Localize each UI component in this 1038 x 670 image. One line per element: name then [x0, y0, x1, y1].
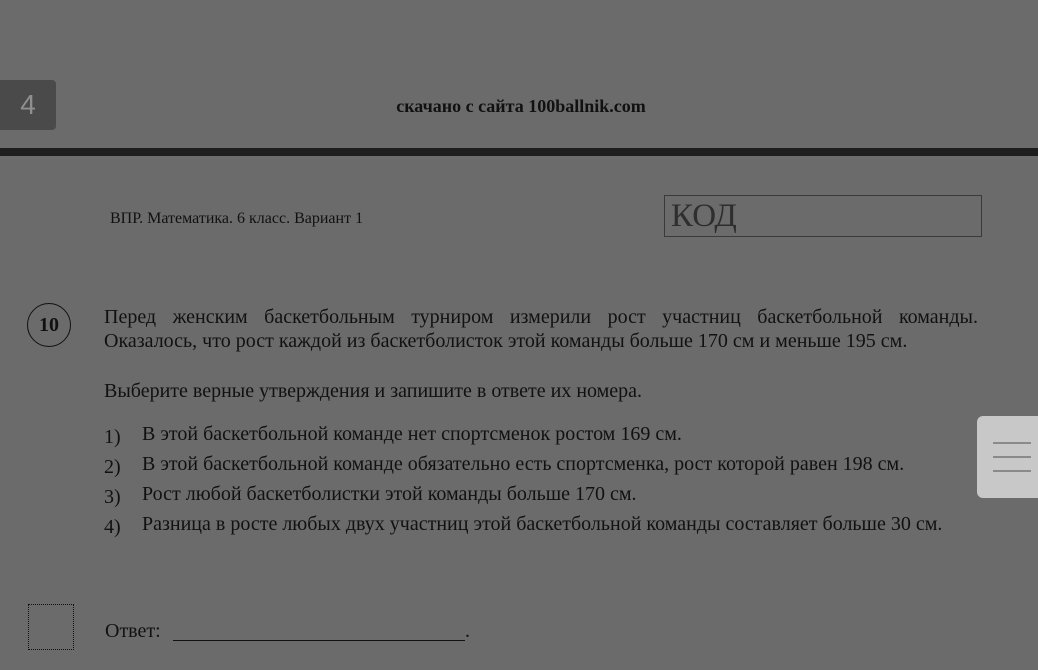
hamburger-menu-icon [993, 442, 1031, 444]
option-number: 4) [104, 516, 121, 538]
document-title: ВПР. Математика. 6 класс. Вариант 1 [110, 210, 364, 227]
option-item [104, 452, 954, 476]
option-number: 3) [104, 486, 121, 508]
option-number: 1) [104, 426, 121, 448]
task-instruction: Выберите верные утверждения и запишите в ответе их номера. [104, 380, 643, 402]
option-item [104, 422, 954, 446]
task-statement: Перед женским баскетбольным турниром измерили рост участниц баскетбольной команды. Оказалось, что рост каждой из баскетболисток этой команды больше 170 см и меньше 195 см. [104, 306, 978, 352]
option-item [104, 482, 954, 506]
answer-end-period: . [465, 620, 470, 642]
source-watermark: скачано с сайта 100ballnik.com [396, 96, 646, 116]
hamburger-menu-icon [993, 456, 1031, 458]
option-item [104, 512, 954, 536]
options-list [104, 422, 954, 536]
code-label: КОД [671, 198, 737, 234]
hamburger-menu-button[interactable] [977, 416, 1038, 498]
answer-input-line[interactable] [173, 640, 465, 641]
hamburger-menu-icon [993, 470, 1031, 472]
option-text: Рост любой баскетболистки этой команды больше 170 см. [142, 483, 637, 505]
task-number: 10 [27, 303, 71, 347]
header-divider [0, 148, 1038, 156]
code-field[interactable] [664, 195, 982, 237]
answer-label: Ответ: [105, 620, 161, 642]
option-text: Разница в росте любых двух участниц этой баскетбольной команды составляет больше 30 см. [142, 513, 943, 535]
answer-checkbox[interactable] [28, 604, 74, 650]
option-text: В этой баскетбольной команде нет спортсменок ростом 169 см. [142, 423, 682, 445]
page-number-badge: 4 [0, 80, 56, 130]
option-text: В этой баскетбольной команде обязательно есть спортсменка, рост которой равен 198 см. [142, 453, 905, 475]
option-number: 2) [104, 456, 121, 478]
